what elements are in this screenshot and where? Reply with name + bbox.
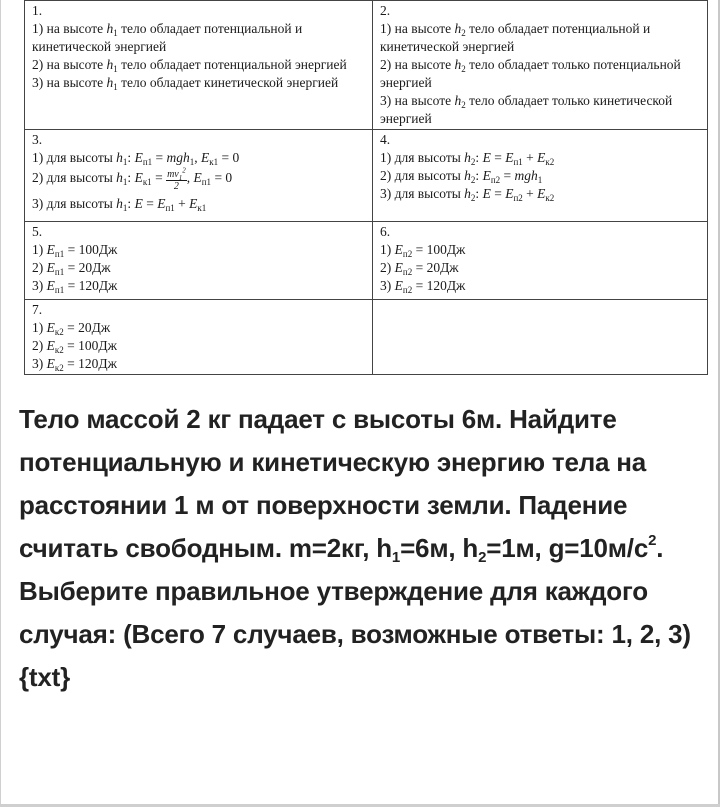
option-value: = 100Дж bbox=[412, 242, 466, 257]
option-index: 1) bbox=[32, 320, 47, 335]
option-text: 1) на высоте bbox=[32, 21, 107, 36]
case-option: 1) $E_{п1} = 100Дж$ bbox=[32, 242, 118, 259]
table-row bbox=[25, 300, 708, 375]
option-text: 2) для высоты bbox=[32, 170, 117, 185]
case-option: 2) на высоте $h_1$ тело обладает потенциальной энергией bbox=[32, 57, 347, 74]
option-index: 2) bbox=[32, 260, 47, 275]
case-option: 2) $E_{п1} = 20Дж$ bbox=[32, 260, 111, 277]
case-option: 1) на высоте $h_1$ тело обладает потенциальной и кинетической энергией bbox=[32, 21, 303, 54]
option-text: тело обладает потенциальной энергией bbox=[117, 57, 347, 72]
case-number: 3. bbox=[32, 132, 43, 147]
option-text: 1) для высоты bbox=[380, 150, 465, 165]
case-option: 1) $E_{к2} = 20Дж$ bbox=[32, 320, 111, 337]
option-index: 1) bbox=[380, 242, 395, 257]
case-option: 2) на высоте $h_2$ тело обладает только потенциальной энергией bbox=[380, 57, 681, 90]
option-index: 3) bbox=[32, 356, 47, 371]
problem-text-part: =1м, g=10м/с bbox=[486, 533, 649, 563]
option-index: 3) bbox=[380, 278, 395, 293]
case-number: 2. bbox=[380, 3, 391, 18]
option-text: тело обладает кинетической энергией bbox=[117, 75, 339, 90]
problem-text-part: =6м, h bbox=[400, 533, 479, 563]
case-option: 3) $E_{п2} = 120Дж$ bbox=[380, 278, 466, 295]
instruction-text: Выберите правильное утверждение для каждого случая: (Всего 7 случаев, возможные ответы: 1, 2, 3) bbox=[19, 576, 691, 649]
option-text: 1) на высоте bbox=[380, 21, 455, 36]
case-option: 3) на высоте $h_1$ тело обладает кинетической энергией bbox=[32, 75, 339, 92]
case-option: 2) $E_{п2} = 20Дж$ bbox=[380, 260, 459, 277]
option-text: 3) на высоте bbox=[32, 75, 107, 90]
case-number: 6. bbox=[380, 224, 391, 239]
option-text: тело обладает только кинетической энергией bbox=[380, 93, 673, 126]
empty-cell bbox=[373, 300, 708, 375]
case-option: 1) для высоты $h_1$: $E_{п1} = mgh_1$, $E_{к1} = 0$ bbox=[32, 150, 240, 167]
case-option: 2) для высоты $h_2$: $E_{п2} = mgh_1$ bbox=[380, 168, 543, 185]
subscript: 1 bbox=[391, 549, 401, 566]
case-cell-3 bbox=[25, 130, 373, 222]
problem-text-part: . bbox=[656, 533, 664, 563]
case-option: 3) на высоте $h_2$ тело обладает только кинетической энергией bbox=[380, 93, 673, 126]
option-text: 2) на высоте bbox=[380, 57, 455, 72]
option-text: 3) для высоты bbox=[380, 186, 465, 201]
case-number: 1. bbox=[32, 3, 43, 18]
option-value: = 120Дж bbox=[64, 278, 118, 293]
case-cell-1 bbox=[25, 1, 373, 130]
case-option: 3) $E_{п1} = 120Дж$ bbox=[32, 278, 118, 295]
case-option: 1) $E_{п2} = 100Дж$ bbox=[380, 242, 466, 259]
case-cell-6 bbox=[373, 222, 708, 300]
option-text: тело обладает потенциальной и кинетической энергией bbox=[32, 21, 303, 54]
option-text: тело обладает потенциальной и кинетической энергией bbox=[380, 21, 651, 54]
option-index: 1) bbox=[32, 242, 47, 257]
case-option: 3) для высоты $h_2$: $E = E_{п2} + E_{к2}$ bbox=[380, 186, 555, 203]
problem-text-part: Тело массой 2 кг падает с высоты 6м. Найдите потенциальную и кинетическую энергию тела на расстоянии 1 м от поверхности земли. Падение считать свободным. m=2кг, h bbox=[19, 404, 647, 563]
case-number: 4. bbox=[380, 132, 391, 147]
table-row bbox=[25, 222, 708, 300]
answer-placeholder: {txt} bbox=[19, 662, 71, 692]
case-option: 2) $E_{к2} = 100Дж$ bbox=[32, 338, 117, 355]
option-value: = 120Дж bbox=[63, 356, 117, 371]
case-option: 1) для высоты $h_2$: $E = E_{п1} + E_{к2}$ bbox=[380, 150, 555, 167]
superscript: 2 bbox=[648, 532, 657, 549]
option-text: 3) на высоте bbox=[380, 93, 455, 108]
option-value: = 100Дж bbox=[64, 242, 118, 257]
option-text: 2) на высоте bbox=[32, 57, 107, 72]
case-option: 2) для высоты $h_1$: $E_{к1}$ = $\frac{mv_1^2}{2}$ , $E_{п1} = 0$ bbox=[32, 166, 233, 192]
frame-left-border bbox=[0, 0, 1, 807]
option-value: = 120Дж bbox=[412, 278, 466, 293]
case-option: 3) $E_{к2} = 120Дж$ bbox=[32, 356, 117, 373]
case-cell-5 bbox=[25, 222, 373, 300]
option-text: 2) для высоты bbox=[380, 168, 465, 183]
option-text: 3) для высоты bbox=[32, 196, 117, 211]
option-index: 2) bbox=[32, 338, 47, 353]
case-number: 7. bbox=[32, 302, 43, 317]
option-index: 2) bbox=[380, 260, 395, 275]
case-cell-7 bbox=[25, 300, 373, 375]
table-row bbox=[25, 1, 708, 130]
case-cell-4 bbox=[373, 130, 708, 222]
case-option: 1) на высоте $h_2$ тело обладает потенциальной и кинетической энергией bbox=[380, 21, 651, 54]
option-value: = 20Дж bbox=[63, 320, 111, 335]
question-text bbox=[19, 398, 709, 699]
subscript: 2 bbox=[478, 549, 487, 566]
case-option: 3) для высоты $h_1$: $E = E_{п1} + E_{к1}$ bbox=[32, 196, 207, 213]
option-value: = 20Дж bbox=[412, 260, 459, 275]
cases-table bbox=[24, 0, 708, 375]
table-row bbox=[25, 130, 708, 222]
case-number: 5. bbox=[32, 224, 43, 239]
option-text: 1) для высоты bbox=[32, 150, 117, 165]
fraction-mv2-over-2: $\frac{mv_1^2}{2}$ bbox=[167, 166, 186, 192]
option-text: тело обладает только потенциальной энергией bbox=[380, 57, 681, 90]
problem-statement bbox=[19, 398, 709, 570]
option-index: 3) bbox=[32, 278, 47, 293]
option-value: = 20Дж bbox=[64, 260, 111, 275]
option-value: = 100Дж bbox=[63, 338, 117, 353]
case-cell-2 bbox=[373, 1, 708, 130]
